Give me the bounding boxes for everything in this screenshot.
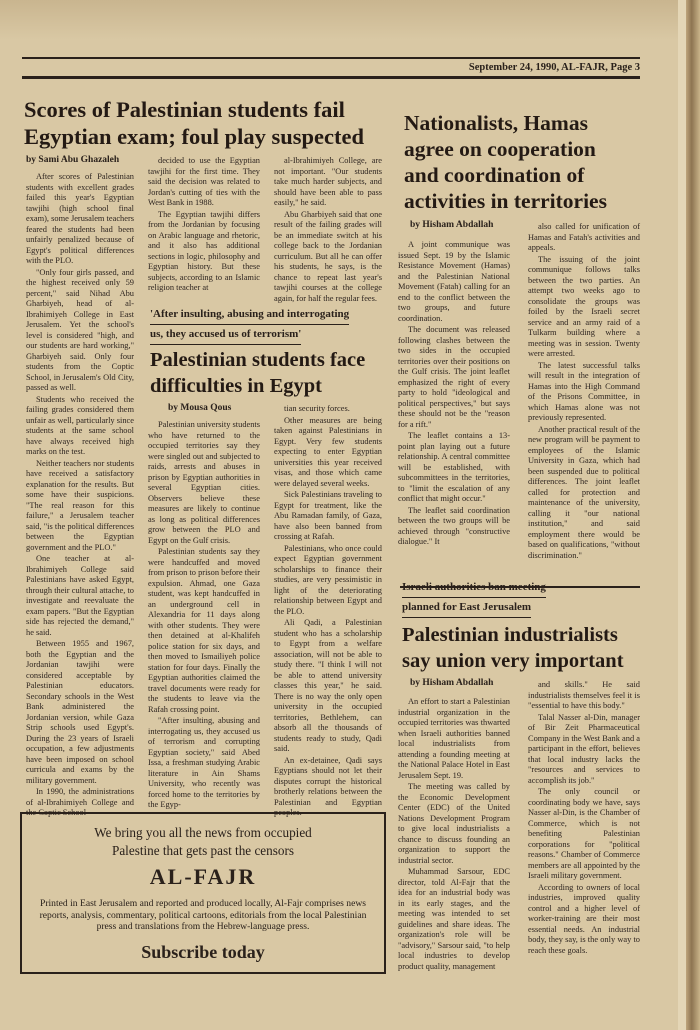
article3-headline-line3: and coordination of [404, 163, 585, 187]
article3-column-1 [398, 240, 510, 575]
subscribe-cta: Subscribe today [141, 942, 265, 962]
article2-kicker [150, 305, 386, 345]
article1-column-1 [26, 172, 134, 817]
article2-paragraph: Palestinian students say they were handcuffed and moved from prison to prison before their expulsion. Ahmad, one Gaza student, was kept handcuffed in an underground cell in Alexandria for 11 days along with other students. They were then detained at al-Khalifeh police station for six days, and then moved to Ismailiyeh police station for four days. Finally the Egyptian authorities claimed the travel documents were ready for the students to leave via the Rafah crossing point. [148, 547, 260, 714]
article2-paragraph: "After insulting, abusing and interrogating us, they accused us of terrorism and corrupting Egyptian society," said Abed Issa, a freshman studying Arabic literature in Ain Shams University, who recently was forced home to the territories by the Egyp- [148, 716, 260, 809]
article2-paragraph: Other measures are being taken against Palestinians in Egypt. Very few students expecting to enter Egyptian universities this year received visas, and those which came were delayed several weeks. [274, 415, 382, 488]
article1-paragraph: Between 1955 and 1967, both the Egyptian and the Jordanian tawjihi were considered acceptable by Palestinian educators. Secondary schools in the West Bank administered the Jordanian version, while Gaza Strip schools used Egypt's. During the 23 years of Israeli occupation, a few adjustments have been imposed on school curricula and exams by the military government. [26, 639, 134, 785]
article3-headline-line1: Nationalists, Hamas [404, 111, 588, 135]
article3-column-2 [528, 222, 640, 575]
article1-paragraph: decided to use the Egyptian tawjihi for the first time. They said the decision was related to Jordan's cutting of ties with the West Bank in 1988. [148, 156, 260, 207]
article4-paragraph: The meeting was called by the Economic Development Center (EDC) of the United Nations Development Program to give local industrialists a chance to discuss founding an organization to support the industrial sector. [398, 782, 510, 865]
article1-paragraph: After scores of Palestinian students with excellent grades failed this year's Egyptian tawjihi (high school final exam), some Jerusalem teachers feared the students had been unfairly penalized because of Egypt's political differences with the PLO. [26, 172, 134, 265]
article4-byline: by Hisham Abdallah [410, 678, 494, 688]
article2-column-2 [274, 404, 382, 817]
page-top-shadow [0, 0, 700, 40]
article3-paragraph: Another practical result of the new program will be payment to employees of the Islamic University in Gaza, which had been suspended due to political differences. The joint leaflet called for protection and maintenance of the university, calling it "our national institution," and said employment there would be based on qualifications, "without discrimination." [528, 424, 640, 560]
ad-description: Printed in East Jerusalem and reported and produced locally, Al-Fajr comprises news reports, analysis, commentary, political cartoons, editorials from the local Palestinian press and translations from the Hebrew-language press. [39, 898, 367, 932]
article4-column-2 [528, 680, 640, 987]
article2-paragraph: An ex-detainee, Qadi says Egyptians should not let their disputes corrupt the historical brotherly relations between the Palestinian and Egyptian peoples. [274, 755, 382, 817]
header-rule [22, 76, 640, 79]
article3-paragraph: The leaflet said coordination between the two groups will be achieved through "constructive dialogue." It [398, 505, 510, 546]
article4-paragraph: and skills." He said industrialists themselves feel it is "essential to have this body." [528, 680, 640, 710]
article4-paragraph: Talal Nasser al-Din, manager of Bir Zeit Pharmaceutical Company in the West Bank and a participant in the effort, believes that local industry lacks the "resources and services to accomplish its job." [528, 712, 640, 785]
article3-paragraph: The issuing of the joint communique follows talks between the two parties. An attempt two weeks ago to consolidate the groups was foiled by the Israeli secret service and an army raid of a Tulkarm building where a meeting was in session. Twenty were arrested. [528, 254, 640, 358]
binding-edge [686, 0, 700, 1030]
article4-column-1 [398, 697, 510, 987]
article1-headline-line1: Scores of Palestinian students fail [24, 97, 345, 122]
page-edge-light [678, 0, 686, 1030]
article1-headline [24, 96, 384, 150]
article2-paragraph: tian security forces. [284, 404, 350, 413]
article4-headline-line1: Palestinian industrialists [402, 624, 618, 646]
article2-headline-line2: difficulties in Egypt [150, 375, 322, 397]
article4-headline-line2: say union very important [402, 650, 624, 672]
article1-headline-line2: Egyptian exam; foul play suspected [24, 124, 365, 149]
article1-paragraph: "Only four girls passed, and the highest received only 59 percent," said Nihad Abu Gharbiyeh, head of al-Ibrahimiyeh College in East Jerusalem. Yet the school's level is considered "high, and our students are hard working," Gharbiyeh said. Only four students from the Coptic School, in Jerusalem's Old City, passed as well. [26, 267, 134, 392]
al-fajr-logo: AL-FAJR [149, 864, 257, 889]
article1-column-2 [148, 156, 260, 296]
article4-kicker-line1: Israeli authorities ban meeting [402, 578, 546, 598]
article1-paragraph: In 1990, the administrations of al-Ibrahimiyeh College and the Coptic School [26, 787, 134, 817]
article3-paragraph: The document was released following clashes between the two sides in the occupied territories over their positions on the Gulf crisis. The joint leaflet emphasized the right of every party to hold "ideological and political perspectives," but says these should not be the "reason for a rift." [398, 325, 510, 429]
article3-byline: by Hisham Abdallah [410, 220, 494, 230]
article2-headline [150, 347, 390, 399]
ad-tagline-line1: We bring you all the news from occupied [94, 825, 312, 840]
article3-paragraph: The leaflet contains a 13-point plan laying out a future relationship. A central committee will be established, with subcommittees in the territories, to "limit the escalation of any conflict that might occur." [398, 431, 510, 503]
article4-paragraph: The only council or coordinating body we have, says Nasser al-Din, is the Chamber of Commerce, which is not benefiting Palestinian corporations for "political reasons." Chamber of Commerce members are all appointed by the Israeli military government. [528, 787, 640, 880]
article4-kicker-line2: planned for East Jerusalem [402, 598, 531, 618]
article1-paragraph: The Egyptian tawjihi differs from the Jordanian by focusing on Arabic language and rhetoric, and it also has additional sections in logic, philosophy and Egyptian history. But these subjects, according to an Islamic religion teacher at [148, 209, 260, 292]
article2-byline: by Mousa Qous [168, 403, 232, 413]
article4-paragraph: According to owners of local industries, improved quality control and a higher level of worker-training are their most essential needs. An industrial body, they say, is the only way to reach these goals. [528, 882, 640, 955]
article2-column-1 [148, 420, 260, 809]
article2-paragraph: Ali Qadi, a Palestinian student who has a scholarship to Egypt from a welfare association, will not be able to study there. "I think I will not be able to attend university classes this year," he said. There is no way the only open university in the occupied territories, Bethlehem, can absorb all the thousands of students ready to study, Qadi said. [274, 618, 382, 753]
article3-paragraph: A joint communique was issued Sept. 19 by the Islamic Resistance Movement (Hamas) and the Palestinian National Movement (Fatah) calling for an end to the conflict between the two groups, and future coordination. [398, 240, 510, 323]
article3-paragraph: The latest successful talks will result in the integration of Hamas into the High Command of the Prisons Committee, in which Hamas alone was not previously represented. [528, 360, 640, 422]
article3-headline [404, 110, 644, 214]
article2-paragraph: Sick Palestinians traveling to Egypt for treatment, like the Abu Ramadan family, of Gaza, have also been banned from crossing at Rafah. [274, 490, 382, 541]
page-header: September 24, 1990, AL-FAJR, Page 3 [468, 62, 640, 73]
article1-paragraph: al-Ibrahimiyeh College, are not important. "Our students take much harder subjects, and should have been able to pass easily," he said. [274, 156, 382, 207]
article1-paragraph: Neither teachers nor students have received a satisfactory explanation for the results. But some have their suspicions. "The real reason for this failure," a Jerusalem teacher said, "is the political differences between the Egyptian government and the PLO." [26, 458, 134, 552]
article1-paragraph: One teacher at al-Ibrahimiyeh College said Palestinians have asked Egypt, through their cultural attache, to investigate and reevaluate the exam papers. "But the Egyptian side has rejected the demand," he said. [26, 554, 134, 637]
article2-kicker-line1: 'After insulting, abusing and interrogating [150, 305, 349, 325]
article2-paragraph: Palestinians, who once could expect Egyptian government scholarships to finance their studies, are very pessimistic in light of the deteriorating relationship between Egypt and the PLO. [274, 543, 382, 616]
article3-paragraph: also called for unification of Hamas and Fatah's activities and appeals. [528, 222, 640, 252]
article4-headline [402, 622, 642, 674]
article1-paragraph: Students who received the failing grades considered them unfair as well, particularly since students at the same school have always received high marks on the test. [26, 394, 134, 456]
article2-kicker-line2: us, they accused us of terrorism' [150, 325, 301, 345]
article1-column-3 [274, 156, 382, 301]
article1-paragraph: Abu Gharbiyeh said that one result of the failing grades will be an immediate switch at his college back to the Jordanian curriculum. But all he can offer his students, he says, is the chance to repeat last year's tawjihi courses at the college again, for half the regular fees. [274, 209, 382, 303]
article4-kicker [402, 578, 638, 618]
article1-byline: by Sami Abu Ghazaleh [26, 155, 120, 165]
article2-paragraph: Palestinian university students who have returned to the occupied territories say they were singled out and subjected to raids, arrests and abuses in prison by Egyptian authorities in several Egyptian cities. Observers believe these measures are likely to continue as long as political differences grow between the PLO and Egypt on the Gulf crisis. [148, 420, 260, 545]
ad-tagline [22, 824, 384, 860]
ad-tagline-line2: Palestine that gets past the censors [111, 843, 295, 858]
article3-headline-line4: activities in territories [404, 189, 607, 213]
article2-headline-line1: Palestinian students face [150, 349, 366, 371]
article4-paragraph: Muhammad Sarsour, EDC director, told Al-Fajr that the idea for an industrial body was in its early stages, and the meeting was intended to set guidelines and share ideas. The organization's role will be "advisory," Sarsour said, "to help local industries to develop product quality, management [398, 867, 510, 971]
article4-paragraph: An effort to start a Palestinian industrial organization in the occupied territories was thwarted when Israeli authorities banned local industrialists from attending a founding meeting at the National Palace Hotel in East Jerusalem Sept. 19. [398, 697, 510, 780]
top-rule [22, 57, 640, 59]
article3-headline-line2: agree on cooperation [404, 137, 596, 161]
subscription-ad [20, 812, 386, 974]
